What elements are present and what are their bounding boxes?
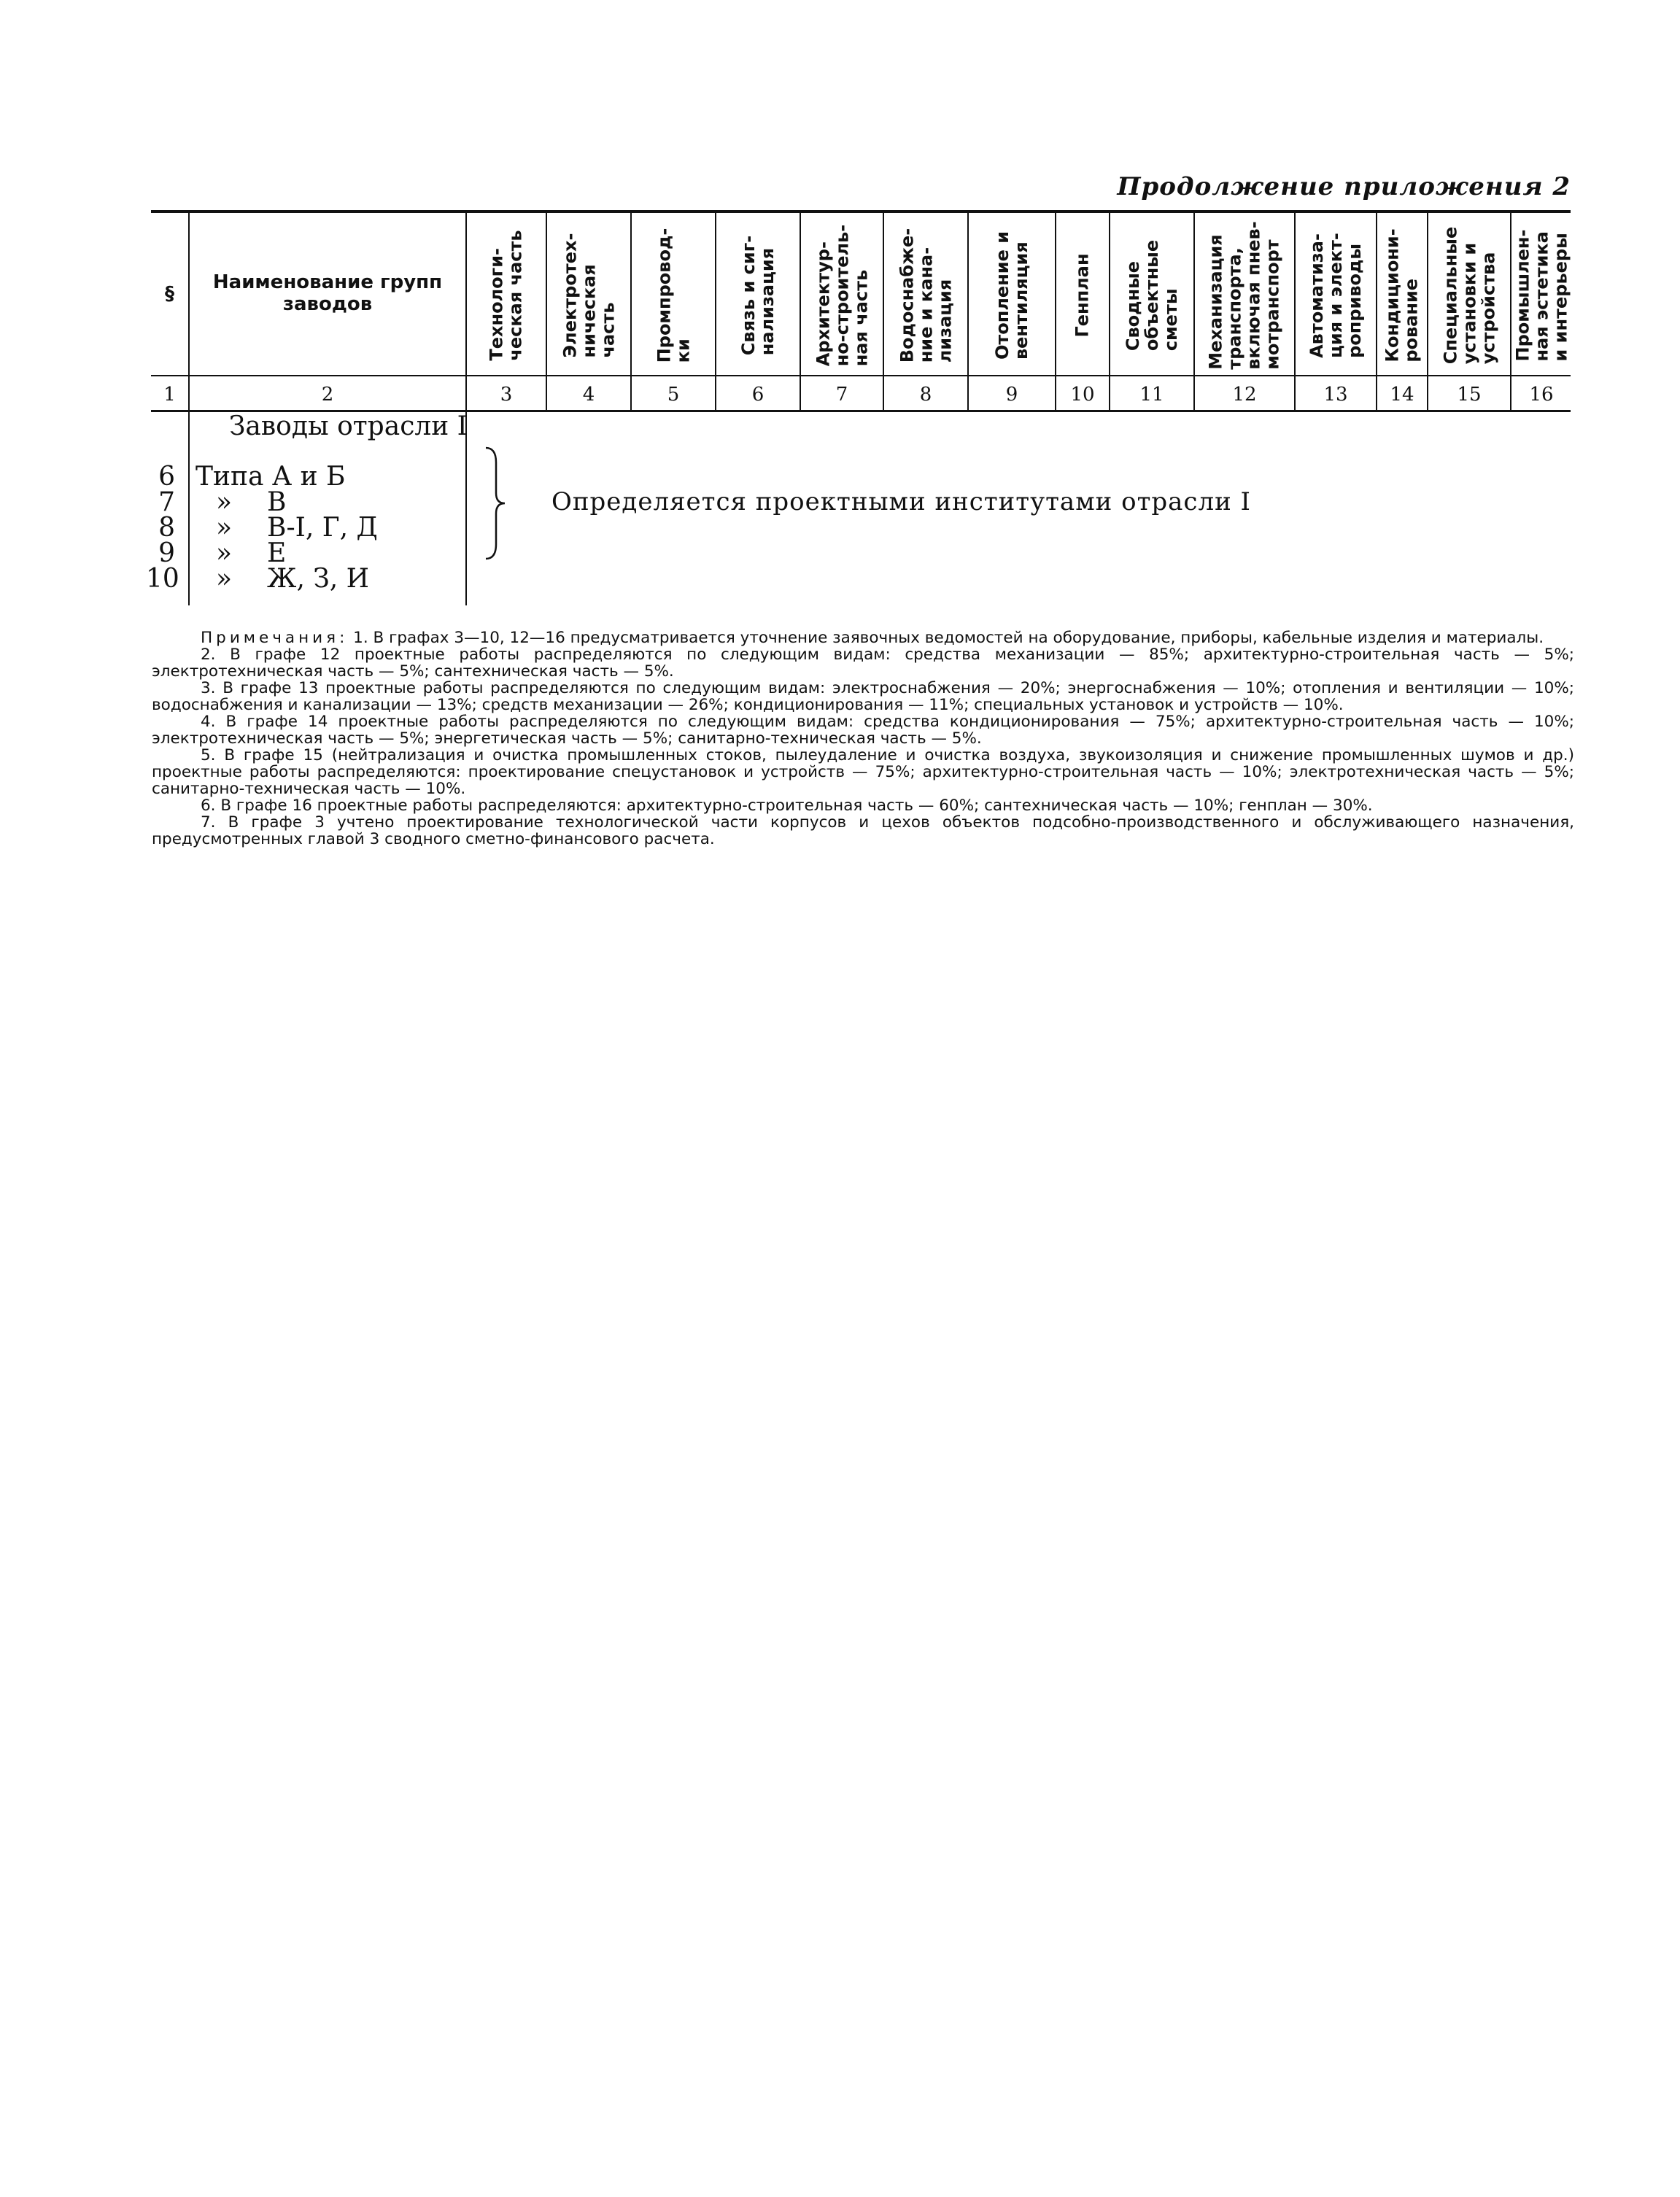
row-name: Е: [267, 538, 287, 568]
row-number: 8: [158, 513, 175, 543]
row-name: Ж, З, И: [267, 564, 370, 594]
column-number: 8: [919, 384, 932, 406]
column-number: 11: [1139, 384, 1164, 406]
notes: [152, 629, 1574, 848]
header-col-14: Кондициони- рование: [1382, 228, 1422, 363]
column-number: 12: [1232, 384, 1257, 406]
notes-label: Примечания:: [201, 629, 349, 647]
header-col-13: Автоматиза- ция и элект- роприводы: [1307, 233, 1366, 358]
header-col-16: Промышлен- ная эстетика и интерьеры: [1512, 229, 1571, 362]
column-number: 13: [1323, 384, 1348, 406]
merged-cell-text: Определяется проектными институтами отрасли I: [551, 487, 1251, 516]
row-number: 7: [158, 487, 175, 517]
row-name: Типа А и Б: [196, 462, 346, 492]
note-4: 4. В графе 14 проектные работы распределяются по следующим видам: средства кондиционирования — 75%; архитектурно-строительная часть — 10%; электротехническая часть — 5%; энергетическая часть — 5%; санитарно-техническая часть — 5%.: [152, 713, 1574, 748]
row-name: В: [267, 487, 287, 517]
column-number: 9: [1005, 384, 1018, 406]
column-number: 6: [751, 384, 764, 406]
table-header-rule: [151, 375, 1571, 376]
group-title: Заводы отрасли I: [229, 411, 468, 441]
header-col-3: Технологи- ческая часть: [487, 230, 526, 361]
header-col-4: Электротех- ническая часть: [560, 233, 618, 358]
header-col-8: Водоснабже- ние и кана- лизация: [897, 228, 956, 363]
right-brace: [481, 445, 511, 562]
column-number: 2: [321, 384, 334, 406]
ditto-mark: »: [216, 487, 233, 517]
table-top-rule: [151, 210, 1571, 213]
note-5: 5. В графе 15 (нейтрализация и очистка промышленных стоков, пылеудаление и очистка воздуха, звукоизоляция и снижение промышленных шумов и др.) проектные работы распределяются: проектирование спецустановок и устройств — 75%; архитектурно-строительная часть — 10%; электротехническая часть — 5%; санитарно-техническая часть — 10%.: [152, 746, 1574, 798]
note-6: 6. В графе 16 проектные работы распределяются: архитектурно-строительная часть — 60%; сантехническая часть — 10%; генплан — 30%.: [201, 797, 1373, 815]
column-number: 10: [1070, 384, 1095, 406]
header-name: Наименование групп заводов: [212, 271, 443, 315]
header-col-6: Связь и сиг- нализация: [738, 235, 778, 356]
ditto-mark: »: [216, 564, 233, 594]
row-number: 6: [158, 462, 175, 492]
header-col-5: Промпровод- ки: [654, 228, 694, 363]
header-col-11: Сводные объектные сметы: [1123, 239, 1182, 352]
column-number: 5: [667, 384, 680, 406]
header-col-9: Отопление и вентиляция: [992, 230, 1031, 360]
column-number: 4: [582, 384, 595, 406]
row-number: 9: [158, 538, 175, 568]
column-number: 3: [500, 384, 513, 406]
row-name: В-I, Г, Д: [267, 513, 378, 543]
header-section: §: [165, 283, 174, 305]
column-number: 1: [163, 384, 176, 406]
continuation-title: Продолжение приложения 2: [1117, 172, 1571, 201]
note-7: 7. В графе 3 учтено проектирование технологической части корпусов и цехов объектов подсобно-производственного и обслуживающего назначения, предусмотренных главой 3 сводного сметно-финансового расчета.: [152, 813, 1574, 848]
note-3: 3. В графе 13 проектные работы распределяются по следующим видам: электроснабжения — 20%; энергоснабжения — 10%; отопления и вентиляции — 10%; водоснабжения и канализации — 13%; средств механизации — 26%; кондиционирования — 11%; специальных установок и устройств — 10%.: [152, 679, 1574, 714]
column-number: 7: [835, 384, 848, 406]
column-number: 16: [1529, 384, 1554, 406]
header-col-10: Генплан: [1072, 253, 1093, 338]
header-col-7: Архитектур- но-строитель- ная часть: [813, 224, 871, 367]
body-divider: [188, 412, 190, 605]
note-2: 2. В графе 12 проектные работы распределяются по следующим видам: средства механизации — 85%; архитектурно-строительная часть — 5%; электротехническая часть — 5%; сантехническая часть — 5%.: [152, 646, 1574, 681]
header-col-12: Механизация транспорта, включая пнев- мотранспорт: [1206, 221, 1284, 370]
row-number: 10: [146, 564, 179, 594]
column-number: 14: [1390, 384, 1414, 406]
ditto-mark: »: [216, 513, 233, 543]
note-1: Примечания: 1. В графах 3—10, 12—16 предусматривается уточнение заявочных ведомостей на оборудование, приборы, кабельные изделия и материалы.: [201, 629, 1544, 647]
column-number: 15: [1457, 384, 1482, 406]
ditto-mark: »: [216, 538, 233, 568]
header-col-15: Специальные установки и устройства: [1440, 226, 1498, 365]
